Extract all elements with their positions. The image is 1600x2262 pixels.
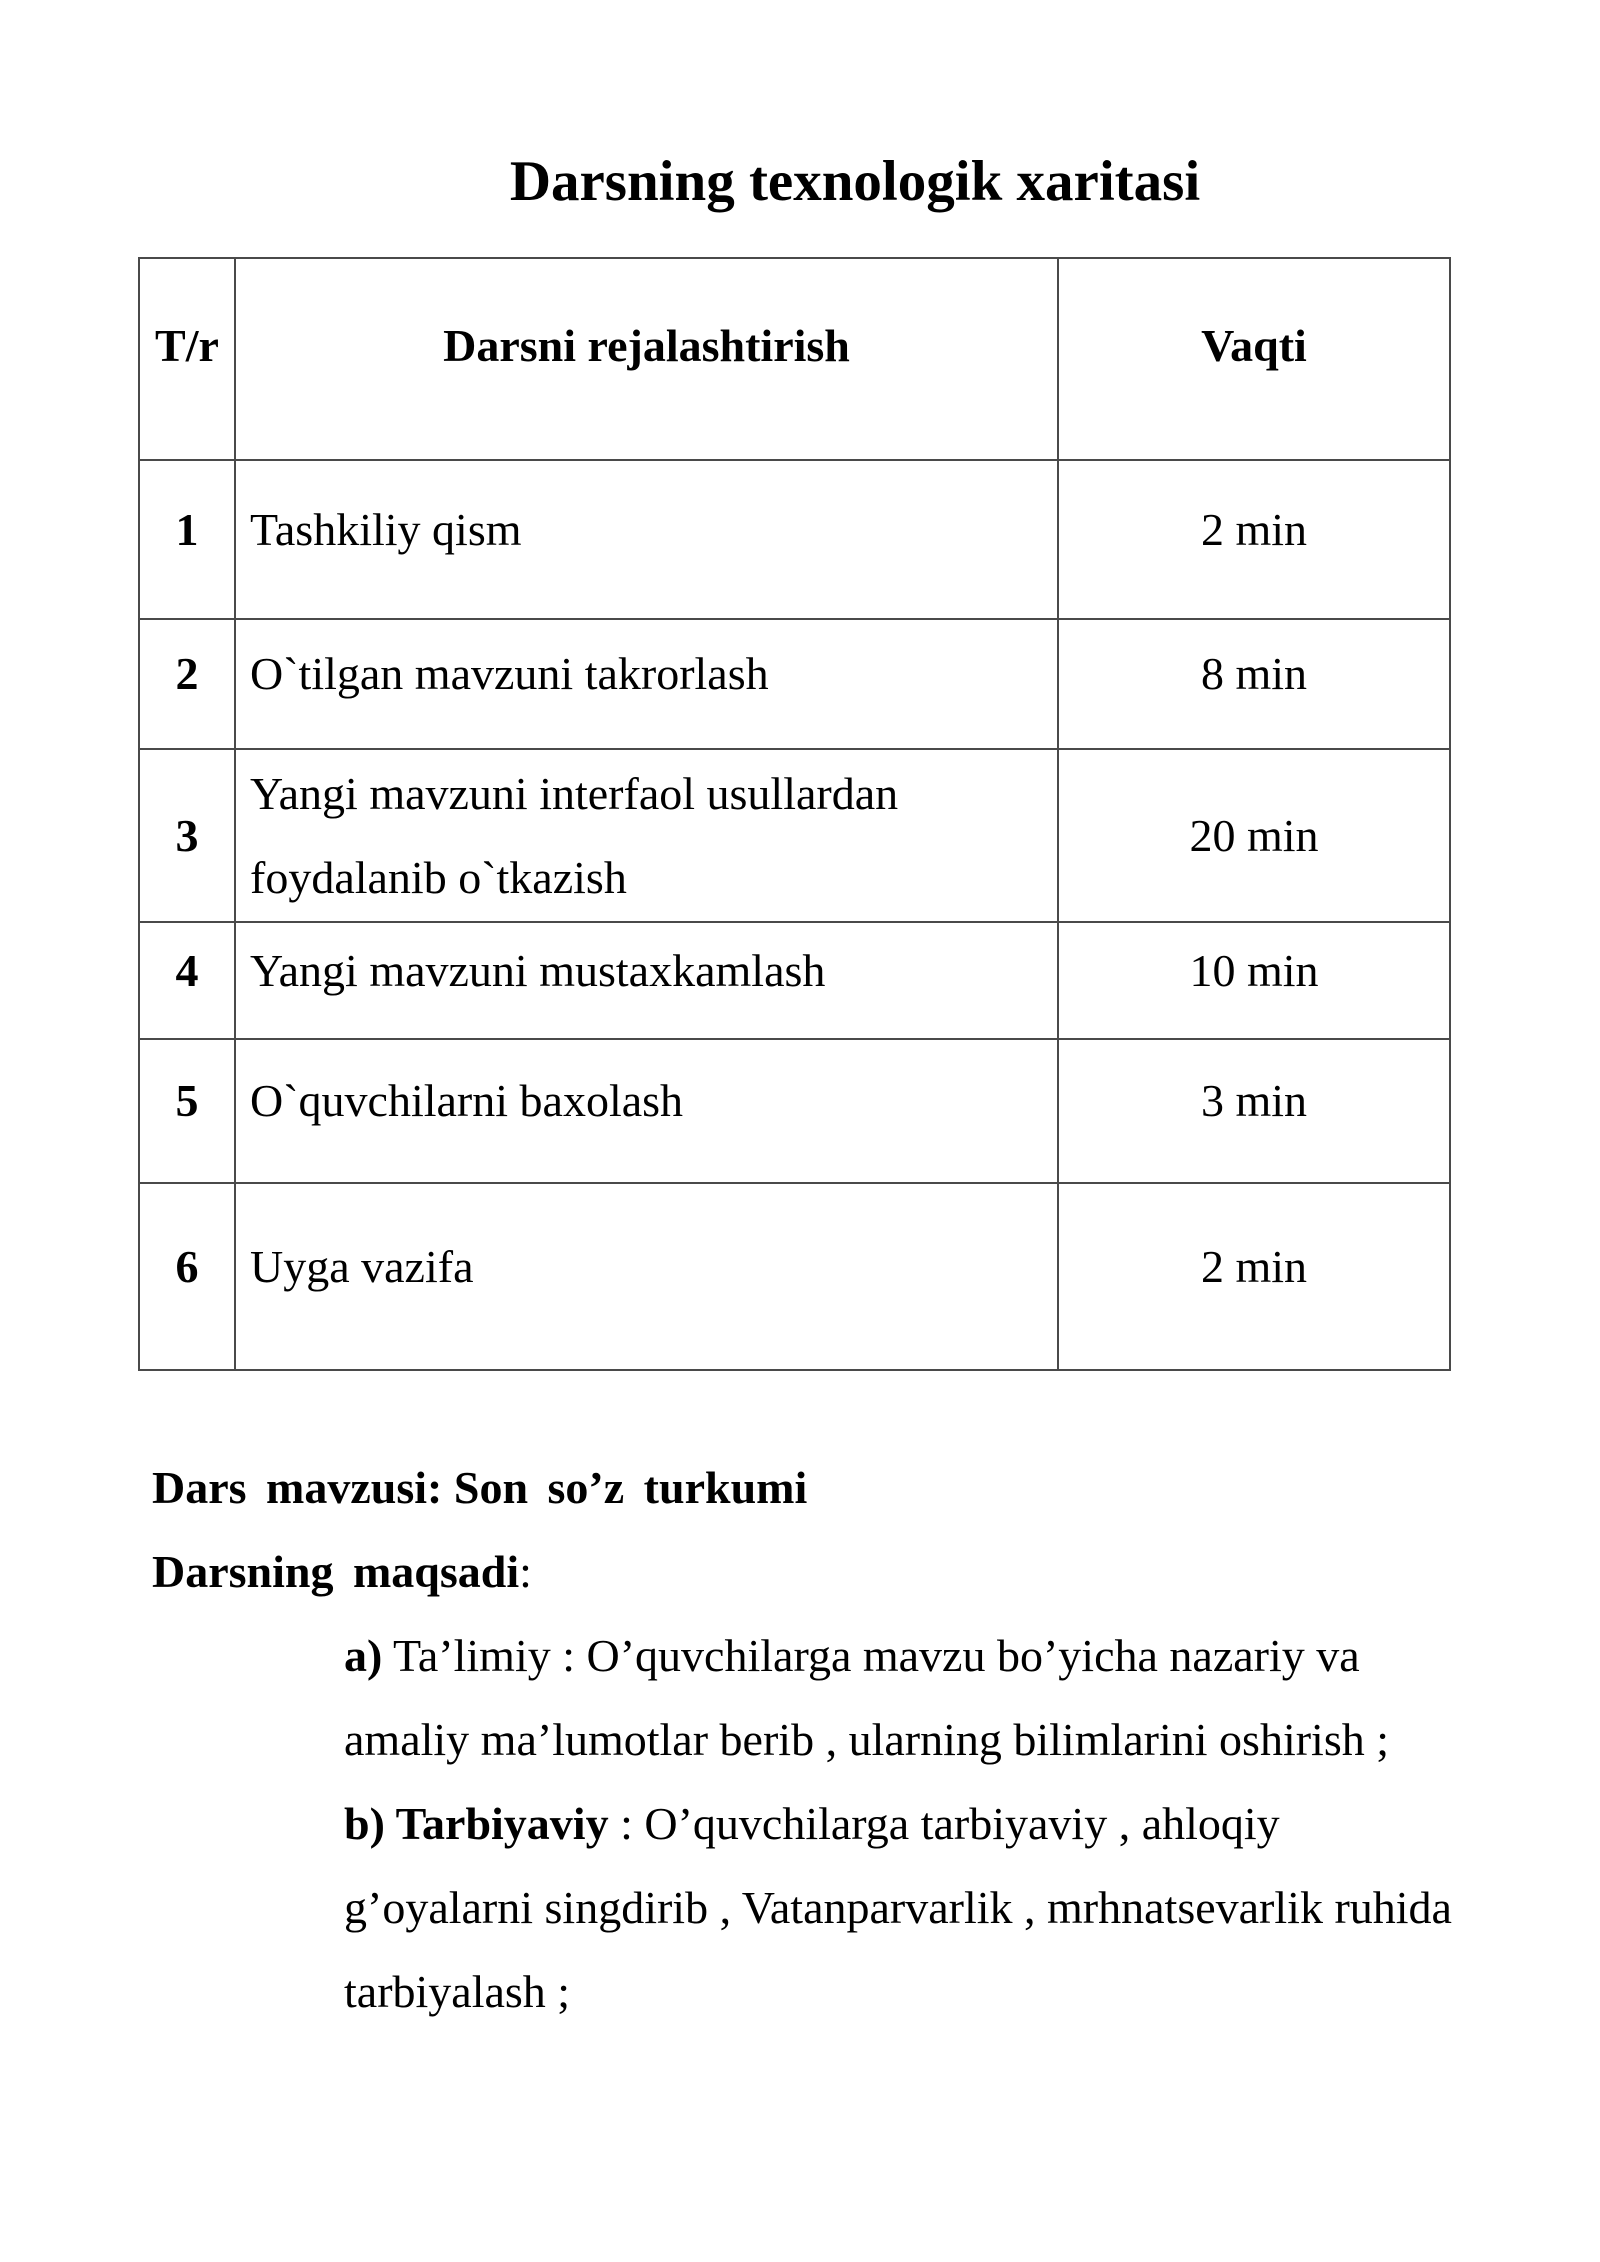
- row-plan: Uyga vazifa: [235, 1183, 1058, 1370]
- row-number: 5: [139, 1039, 235, 1183]
- header-plan: Darsni rejalashtirish: [235, 258, 1058, 460]
- table-row: [139, 460, 1450, 619]
- lesson-topic: [152, 1446, 1462, 1530]
- row-number: 3: [139, 749, 235, 922]
- header-number: T/r: [139, 258, 235, 460]
- row-time: 20 min: [1058, 749, 1450, 922]
- row-number: 4: [139, 922, 235, 1039]
- lesson-goal-heading: [152, 1530, 1462, 1614]
- goal-label: Darsning maqsadi: [152, 1546, 520, 1597]
- topic-label: Dars mavzusi:: [152, 1462, 443, 1513]
- table-row: [139, 1183, 1450, 1370]
- row-time: 2 min: [1058, 460, 1450, 619]
- row-plan: O`tilgan mavzuni takrorlash: [235, 619, 1058, 749]
- row-time: 10 min: [1058, 922, 1450, 1039]
- header-time: Vaqti: [1058, 258, 1450, 460]
- row-plan-line: foydalanib o`tkazish: [250, 851, 627, 903]
- row-number: 6: [139, 1183, 235, 1370]
- row-number: 1: [139, 460, 235, 619]
- table-row: [139, 749, 1450, 922]
- table-header-row: [139, 258, 1450, 460]
- lesson-plan-table: [138, 257, 1451, 1371]
- row-plan: Tashkiliy qism: [235, 460, 1058, 619]
- table-row: [139, 619, 1450, 749]
- goal-item-upbringing: [344, 1782, 1462, 2034]
- table-row: [139, 1039, 1450, 1183]
- row-plan-line: Yangi mavzuni interfaol usullardan: [250, 767, 899, 819]
- row-plan: Yangi mavzuni mustaxkamlash: [235, 922, 1058, 1039]
- lesson-description: [152, 1446, 1462, 2034]
- goal-list: [344, 1614, 1462, 2034]
- goal-a-marker: a): [344, 1630, 383, 1681]
- row-time: 2 min: [1058, 1183, 1450, 1370]
- row-number: 2: [139, 619, 235, 749]
- goal-b-marker: b) Tarbiyaviy: [344, 1798, 609, 1849]
- table-row: [139, 922, 1450, 1039]
- goal-colon: :: [519, 1546, 532, 1597]
- topic-value: Son so’z turkumi: [453, 1462, 808, 1513]
- goal-a-text: Ta’limiy : O’quvchilarga mavzu bo’yicha nazariy va amaliy ma’lumotlar berib , ularning bilimlarini oshirish ;: [344, 1630, 1390, 1765]
- row-time: 3 min: [1058, 1039, 1450, 1183]
- row-time: 8 min: [1058, 619, 1450, 749]
- page-title: Darsning texnologik xaritasi: [509, 150, 1201, 213]
- goal-b-text: : O’quvchilarga tarbiyaviy , ahloqiy g’oyalarni singdirib , Vatanparvarlik , mrhnatsevarlik ruhida tarbiyalash ;: [344, 1798, 1452, 2017]
- row-plan: [235, 749, 1058, 922]
- row-plan: O`quvchilarni baxolash: [235, 1039, 1058, 1183]
- goal-item-educational: [344, 1614, 1462, 1782]
